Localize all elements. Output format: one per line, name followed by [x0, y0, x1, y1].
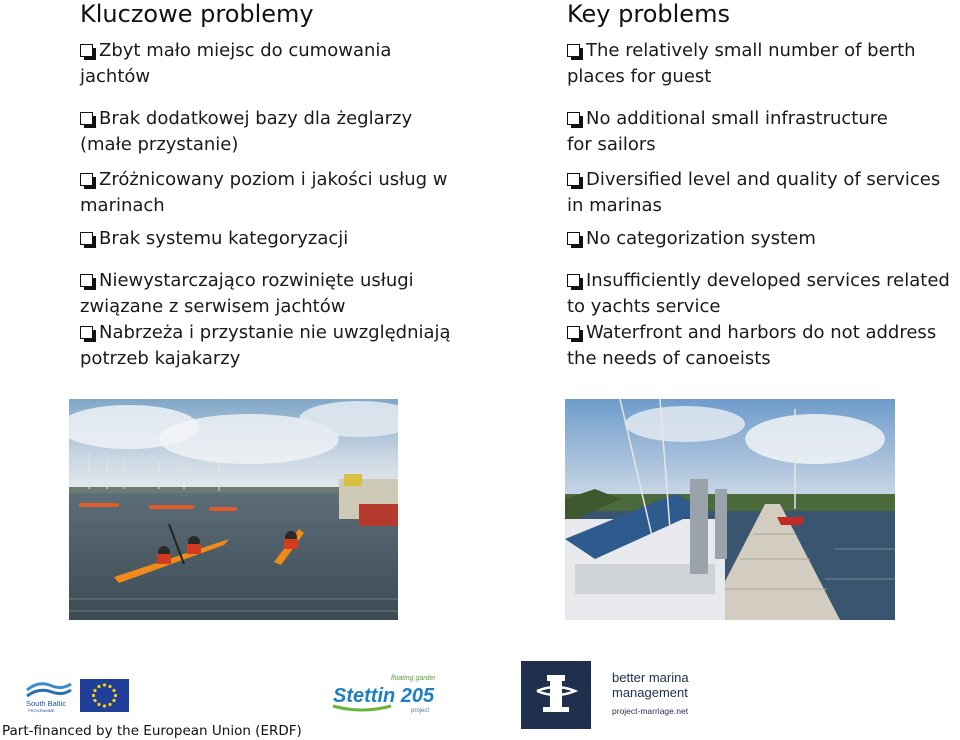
- financing-note: Part-financed by the European Union (ERDF): [2, 723, 302, 739]
- bmm-line1: better marina: [612, 670, 689, 685]
- right-item-5: Insufficiently developed services related to yachts service: [567, 270, 950, 317]
- checkbox-icon: [80, 112, 93, 125]
- right-heading: Key problems: [567, 0, 730, 28]
- svg-text:Stettin 2050: Stettin 2050: [333, 685, 435, 707]
- checkbox-icon: [567, 112, 580, 125]
- stettin-2050-logo: [331, 670, 435, 722]
- svg-text:PROGRAMME: PROGRAMME: [28, 708, 55, 713]
- marina-photo: [565, 399, 895, 620]
- right-item-3: Diversified level and quality of services in marinas: [567, 169, 941, 216]
- right-item-2: No additional small infrastructure for sailors: [567, 108, 888, 155]
- checkbox-icon: [80, 274, 93, 287]
- checkbox-icon: [80, 232, 93, 245]
- checkbox-icon: [80, 44, 93, 57]
- checkbox-icon: [567, 44, 580, 57]
- south-baltic-logo: [24, 676, 74, 714]
- left-item-4: Brak systemu kategoryzacji: [80, 226, 500, 252]
- bmm-url[interactable]: project-marriage.net: [612, 706, 689, 716]
- left-item-5: Niewystarczająco rozwinięte usługi związane z serwisem jachtów: [80, 270, 414, 317]
- checkbox-icon: [567, 274, 580, 287]
- left-item-3: Zróżnicowany poziom i jakości usług w marinach: [80, 169, 448, 216]
- checkbox-icon: [80, 326, 93, 339]
- kayakers-photo: [69, 399, 398, 620]
- svg-text:South Baltic: South Baltic: [26, 699, 67, 708]
- svg-text:project: project: [411, 708, 430, 714]
- bmm-wordmark: [612, 670, 722, 722]
- bmm-line2: management: [612, 685, 688, 700]
- checkbox-icon: [567, 326, 580, 339]
- checkbox-icon: [567, 173, 580, 186]
- checkbox-icon: [567, 232, 580, 245]
- checkbox-icon: [80, 173, 93, 186]
- left-item-1: Zbyt mało miejsc do cumowania jachtów: [80, 40, 392, 87]
- left-item-6: Nabrzeża i przystanie nie uwzględniają potrzeb kajakarzy: [80, 322, 451, 369]
- right-item-6: Waterfront and harbors do not address the needs of canoeists: [567, 322, 937, 369]
- svg-text:floating garden: floating garden: [391, 675, 435, 682]
- bollard-logo: [521, 661, 591, 729]
- eu-flag-icon: [80, 679, 129, 712]
- right-item-1: The relatively small number of berth places for guest: [567, 40, 916, 87]
- right-item-4: No categorization system: [567, 226, 957, 252]
- left-item-2: Brak dodatkowej bazy dla żeglarzy (małe przystanie): [80, 108, 413, 155]
- left-heading: Kluczowe problemy: [80, 0, 314, 28]
